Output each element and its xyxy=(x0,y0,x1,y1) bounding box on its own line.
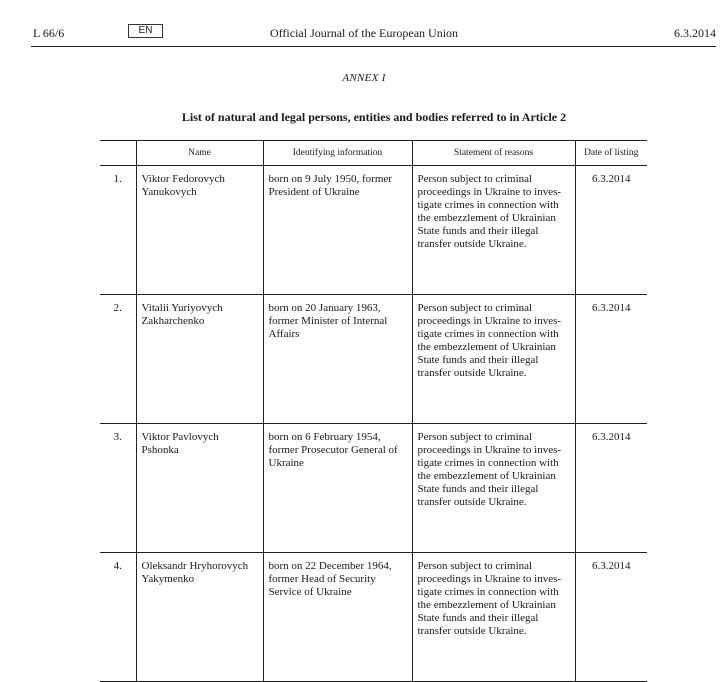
statement-of-reasons-line: proceedings in Ukraine to inves- xyxy=(417,444,562,456)
column-header-name: Name xyxy=(136,141,263,166)
identifying-information-line: former Prosecutor General of xyxy=(268,444,398,456)
person-name-line: Viktor Fedorovych xyxy=(141,173,225,185)
person-name-line: Yakymenko xyxy=(141,573,195,585)
entry-number: 4. xyxy=(100,553,136,682)
statement-of-reasons-line: tigate crimes in connection with xyxy=(417,328,559,340)
date-of-listing: 6.3.2014 xyxy=(575,166,647,295)
date-of-listing: 6.3.2014 xyxy=(575,295,647,424)
statement-of-reasons-line: tigate crimes in connection with xyxy=(417,457,559,469)
statement-of-reasons-line: tigate crimes in connection with xyxy=(417,199,559,211)
statement-of-reasons-line: transfer outside Ukraine. xyxy=(417,238,527,250)
identifying-information-line: born on 9 July 1950, former xyxy=(268,173,392,185)
person-name-cell xyxy=(136,424,263,553)
statement-of-reasons-line: State funds and their illegal xyxy=(417,483,539,495)
statement-of-reasons-line: transfer outside Ukraine. xyxy=(417,625,527,637)
statement-of-reasons-line: Person subject to criminal xyxy=(417,560,533,572)
language-badge: EN xyxy=(128,24,163,38)
table-row xyxy=(100,424,647,553)
persons-table xyxy=(100,140,647,682)
identifying-information-cell xyxy=(263,424,412,553)
table-header-row xyxy=(100,141,647,166)
statement-of-reasons-cell xyxy=(412,424,575,553)
statement-of-reasons-line: proceedings in Ukraine to inves- xyxy=(417,186,562,198)
statement-of-reasons-line: the embezzlement of Ukrainian xyxy=(417,599,556,611)
identifying-information-line: former Head of Security xyxy=(268,573,376,585)
person-name-cell xyxy=(136,295,263,424)
statement-of-reasons-line: Person subject to criminal xyxy=(417,431,533,443)
date-of-listing: 6.3.2014 xyxy=(575,424,647,553)
journal-reference: L 66/6 xyxy=(33,26,65,40)
table-row xyxy=(100,166,647,295)
statement-of-reasons-line: the embezzlement of Ukrainian xyxy=(417,341,556,353)
list-title: List of natural and legal persons, entities and bodies referred to in Article 2 xyxy=(181,110,567,124)
identifying-information-line: Ukraine xyxy=(268,457,304,469)
person-name-line: Oleksandr Hryhorovych xyxy=(141,560,249,572)
entry-number: 3. xyxy=(100,424,136,553)
statement-of-reasons-line: transfer outside Ukraine. xyxy=(417,367,527,379)
statement-of-reasons-line: the embezzlement of Ukrainian xyxy=(417,470,556,482)
statement-of-reasons-cell xyxy=(412,295,575,424)
statement-of-reasons-line: State funds and their illegal xyxy=(417,225,539,237)
person-name-line: Viktor Pavlovych xyxy=(141,431,219,443)
identifying-information-line: President of Ukraine xyxy=(268,186,360,198)
person-name-line: Pshonka xyxy=(141,444,179,456)
column-header-statement-of-reasons: Statement of reasons xyxy=(412,141,575,166)
column-header-identifying-information: Identifying information xyxy=(263,141,412,166)
journal-title: Official Journal of the European Union xyxy=(269,26,459,40)
column-header-number xyxy=(100,141,136,166)
header-rule xyxy=(31,46,716,47)
statement-of-reasons-line: proceedings in Ukraine to inves- xyxy=(417,573,562,585)
publication-date: 6.3.2014 xyxy=(674,26,716,40)
statement-of-reasons-line: tigate crimes in connection with xyxy=(417,586,559,598)
person-name-line: Zakharchenko xyxy=(141,315,205,327)
statement-of-reasons-cell xyxy=(412,166,575,295)
statement-of-reasons-line: State funds and their illegal xyxy=(417,354,539,366)
table-row xyxy=(100,295,647,424)
entry-number: 1. xyxy=(100,166,136,295)
person-name-line: Yanukovych xyxy=(141,186,197,198)
person-name-cell xyxy=(136,553,263,682)
statement-of-reasons-line: State funds and their illegal xyxy=(417,612,539,624)
identifying-information-line: born on 22 December 1964, xyxy=(268,560,392,572)
entry-number: 2. xyxy=(100,295,136,424)
journal-header xyxy=(0,0,728,48)
statement-of-reasons-line: Person subject to criminal xyxy=(417,173,533,185)
column-header-date-of-listing: Date of listing xyxy=(575,141,647,166)
identifying-information-cell xyxy=(263,166,412,295)
identifying-information-line: born on 6 February 1954, xyxy=(268,431,381,443)
annex-label: ANNEX I xyxy=(342,72,386,84)
identifying-information-line: former Minister of Internal xyxy=(268,315,388,327)
identifying-information-cell xyxy=(263,553,412,682)
statement-of-reasons-line: the embezzlement of Ukrainian xyxy=(417,212,556,224)
person-name-cell xyxy=(136,166,263,295)
statement-of-reasons-cell xyxy=(412,553,575,682)
statement-of-reasons-line: Person subject to criminal xyxy=(417,302,533,314)
identifying-information-line: Service of Ukraine xyxy=(268,586,352,598)
statement-of-reasons-line: transfer outside Ukraine. xyxy=(417,496,527,508)
statement-of-reasons-line: proceedings in Ukraine to inves- xyxy=(417,315,562,327)
identifying-information-line: Affairs xyxy=(268,328,300,340)
table-row xyxy=(100,553,647,682)
identifying-information-cell xyxy=(263,295,412,424)
date-of-listing: 6.3.2014 xyxy=(575,553,647,682)
identifying-information-line: born on 20 January 1963, xyxy=(268,302,381,314)
person-name-line: Vitalii Yuriyovych xyxy=(141,302,223,314)
